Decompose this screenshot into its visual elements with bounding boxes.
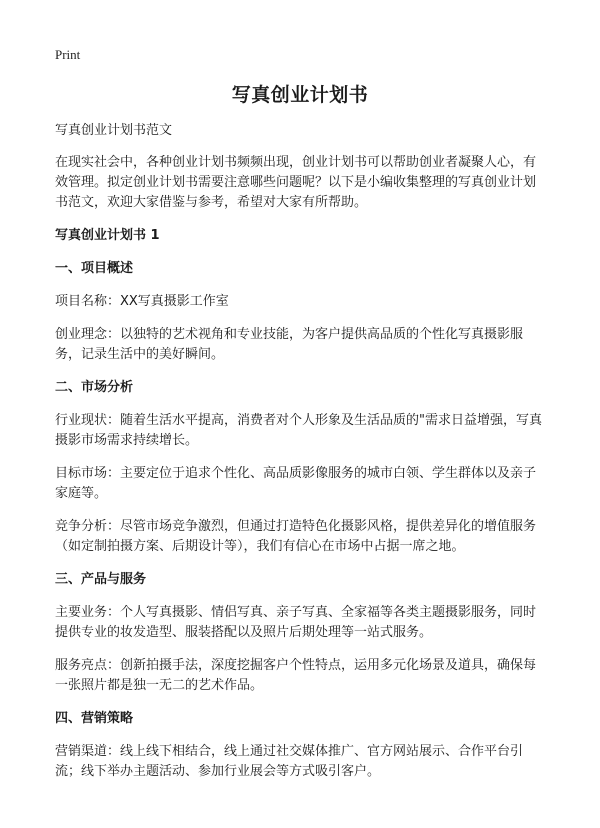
paragraph-service-highlights: 服务亮点：创新拍摄手法，深度挖掘客户个性特点，运用多元化场景及道具，确保每一张照片都是独一无二的艺术作品。 bbox=[55, 658, 537, 693]
paragraph-marketing-channels: 营销渠道：线上线下相结合，线上通过社交媒体推广、官方网站展示、合作平台引流；线下举办主题活动、参加行业展会等方式吸引客户。 bbox=[55, 744, 524, 779]
paragraph-project-name: 项目名称：XX写真摄影工作室 bbox=[55, 294, 229, 309]
section-heading-products: 三、产品与服务 bbox=[55, 572, 147, 587]
page-title: 写真创业计划书 bbox=[231, 84, 369, 106]
document-body bbox=[55, 121, 548, 795]
plan-heading: 写真创业计划书 1 bbox=[55, 228, 160, 243]
print-link[interactable]: Print bbox=[55, 47, 81, 62]
intro-paragraph: 在现实社会中，各种创业计划书频频出现，创业计划书可以帮助创业者凝聚人心，有效管理。拟定创业计划书需要注意哪些问题呢？以下是小编收集整理的写真创业计划书范文，欢迎大家借鉴与参考，希望对大家有所帮助。 bbox=[55, 155, 537, 210]
section-heading-market: 二、市场分析 bbox=[55, 380, 134, 395]
paragraph-competition: 竞争分析：尽管市场竞争激烈，但通过打造特色化摄影风格，提供差异化的增值服务（如定制拍摄方案、后期设计等），我们有信心在市场中占据一席之地。 bbox=[55, 519, 537, 554]
section-heading-marketing: 四、营销策略 bbox=[55, 711, 134, 726]
paragraph-target-market: 目标市场：主要定位于追求个性化、高品质影像服务的城市白领、学生群体以及亲子家庭等。 bbox=[55, 466, 537, 501]
paragraph-philosophy: 创业理念：以独特的艺术视角和专业技能，为客户提供高品质的个性化写真摄影服务，记录生活中的美好瞬间。 bbox=[55, 327, 524, 362]
section-heading-overview: 一、项目概述 bbox=[55, 261, 134, 276]
paragraph-industry-status: 行业现状：随着生活水平提高，消费者对个人形象及生活品质的"需求日益增强，写真摄影市场需求持续增长。 bbox=[55, 413, 542, 448]
paragraph-main-business: 主要业务：个人写真摄影、情侣写真、亲子写真、全家福等各类主题摄影服务，同时提供专业的妆发造型、服装搭配以及照片后期处理等一站式服务。 bbox=[55, 605, 537, 640]
document-subtitle: 写真创业计划书范文 bbox=[55, 123, 173, 138]
